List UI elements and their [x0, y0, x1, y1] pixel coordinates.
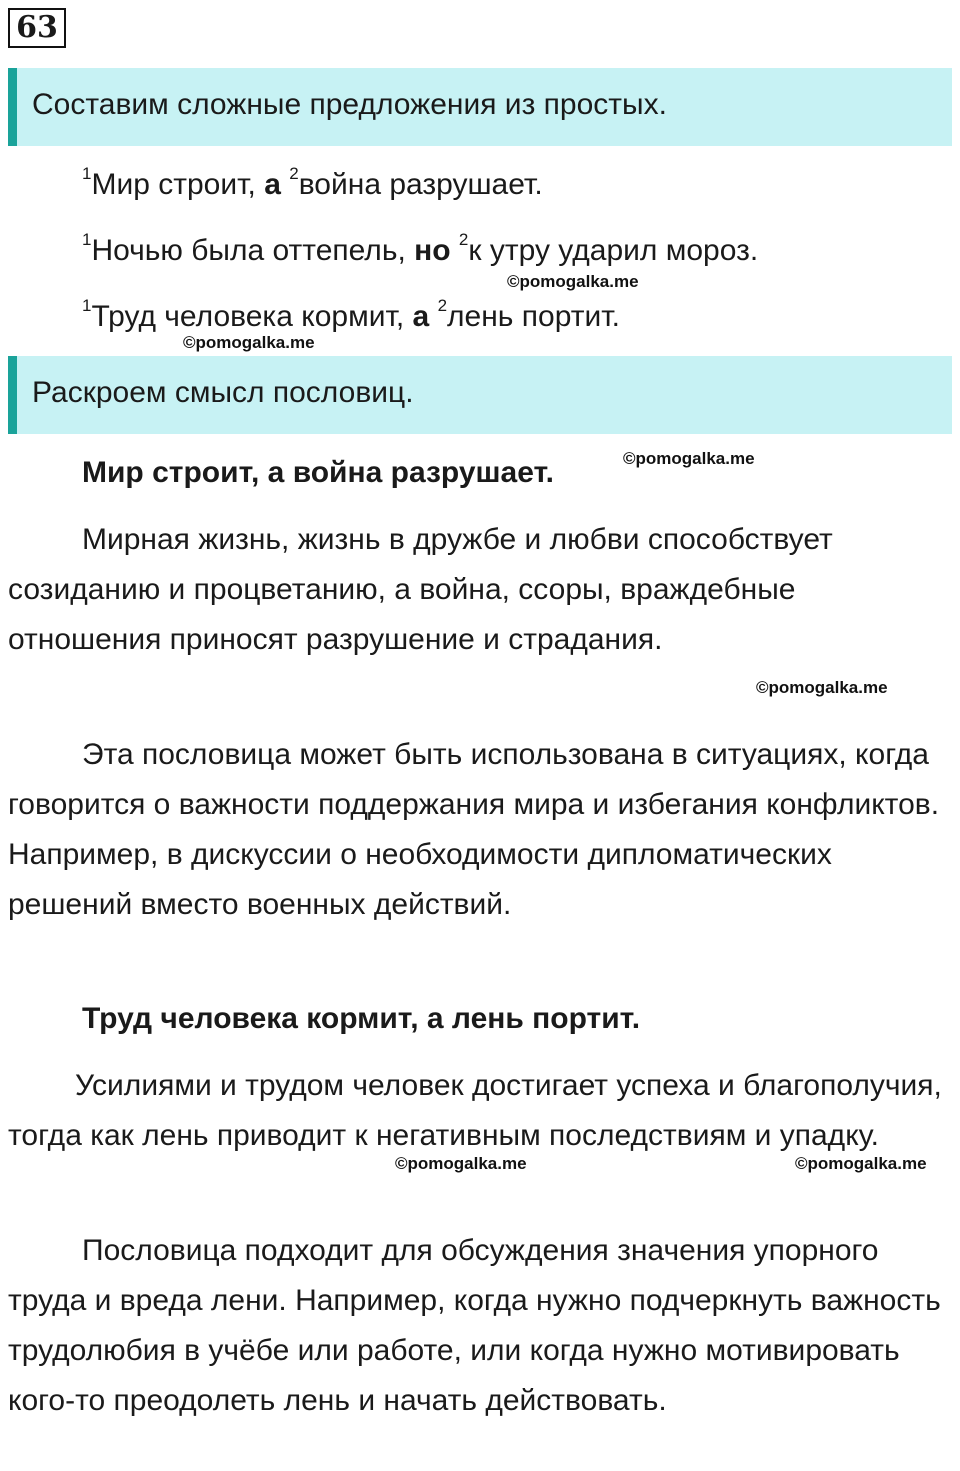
watermark: ©pomogalka.me: [623, 449, 755, 468]
paragraph: Мирная жизнь, жизнь в дружбе и любви способствует созиданию и процветанию, а война, ссоры, враждебные отношения приносят разрушение и страдания.: [8, 523, 833, 656]
sentence: $^1$Мир строит, а $^2$война разрушает.: [82, 164, 543, 201]
paragraph: Пословица подходит для обсуждения значения упорного труда и вреда лени. Например, когда нужно подчеркнуть важность трудолюбия в учёбе или работе, или когда нужно мотивировать кого-то преодолеть лень и начать действовать.: [8, 1234, 941, 1417]
watermark: ©pomogalka.me: [507, 272, 639, 291]
section-heading-banner: [8, 356, 952, 434]
paragraph: Эта пословица может быть использована в ситуациях, когда говорится о важности поддержания мира и избегания конфликтов. Например, в дискуссии о необходимости дипломатических решений вместо военных действий.: [8, 738, 940, 921]
watermark: ©pomogalka.me: [395, 1154, 527, 1173]
sentence: $^1$Труд человека кормит, а $^2$лень портит.: [82, 296, 620, 333]
section-heading: Раскроем смысл пословиц.: [32, 376, 414, 409]
paragraph: Усилиями и трудом человек достигает успеха и благополучия, тогда как лень приводит к негативным последствиям и упадку.: [8, 1069, 942, 1152]
section-heading: Составим сложные предложения из простых.: [32, 88, 667, 121]
section-heading-banner: [8, 68, 952, 146]
watermark: ©pomogalka.me: [756, 678, 888, 697]
sentence: $^1$Ночью была оттепель, но $^2$к утру ударил мороз.: [82, 230, 759, 267]
task-number: 63: [8, 8, 66, 48]
watermark: ©pomogalka.me: [795, 1154, 927, 1173]
watermark: ©pomogalka.me: [183, 333, 315, 352]
proverb-title: Труд человека кормит, а лень портит.: [82, 1002, 641, 1035]
proverb-title: Мир строит, а война разрушает.: [82, 456, 554, 489]
